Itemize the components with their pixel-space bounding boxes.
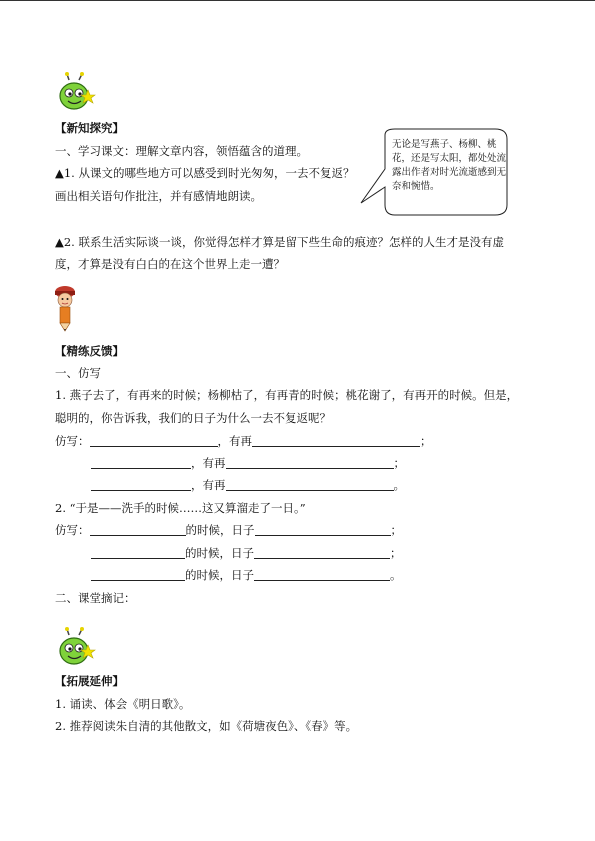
section-header-practice: 【精练反馈】 bbox=[55, 344, 124, 358]
top-rule bbox=[0, 0, 595, 1]
fill-blank[interactable] bbox=[91, 478, 191, 491]
fill-blank[interactable] bbox=[226, 456, 394, 469]
fill-blank[interactable] bbox=[91, 456, 191, 469]
pencil-character-icon bbox=[52, 283, 78, 333]
paragraph-1-line-2: 聪明的，你告诉我，我们的日子为什么一去不复返呢？ bbox=[55, 411, 331, 425]
punctuation: ； bbox=[390, 546, 402, 560]
punctuation: ； bbox=[420, 434, 432, 448]
punctuation: 。 bbox=[390, 568, 402, 582]
punctuation: ； bbox=[393, 456, 405, 470]
imitation-label: 仿写： bbox=[55, 434, 90, 448]
punctuation: ； bbox=[390, 523, 402, 537]
fill-blank[interactable] bbox=[254, 546, 390, 559]
section-header-extension: 【拓展延伸】 bbox=[55, 674, 124, 688]
study-text-line: 一、学习课文：理解文章内容，领悟蕴含的道理。 bbox=[55, 144, 308, 158]
fill-blank[interactable] bbox=[254, 568, 390, 581]
subsection-class-notes: 二、课堂摘记： bbox=[55, 591, 136, 605]
fill-blank[interactable] bbox=[255, 523, 391, 536]
extension-item-2: 2. 推荐阅读朱自清的其他散文，如《荷塘夜色》、《春》等。 bbox=[55, 719, 358, 733]
extension-item-1: 1. 诵读、体会《明日歌》。 bbox=[55, 697, 191, 711]
cartoon-mascot-icon bbox=[55, 627, 97, 667]
question-1-line-2: 画出相关语句作批注，并有感情地朗读。 bbox=[55, 189, 262, 203]
cartoon-mascot-icon bbox=[55, 72, 97, 112]
connector-text: 的时候，日子 bbox=[185, 546, 254, 560]
imitation-row-3 bbox=[91, 477, 405, 493]
connector-text: ，有再 bbox=[217, 434, 252, 448]
fill-blank[interactable] bbox=[226, 478, 394, 491]
punctuation: 。 bbox=[393, 478, 405, 492]
fill-blank[interactable] bbox=[252, 434, 420, 447]
connector-text: ，有再 bbox=[191, 456, 226, 470]
question-2-line-1: ▲2. 联系生活实际谈一谈，你觉得怎样才算是留下些生命的痕迹？怎样的人生才是没有虚 bbox=[55, 235, 504, 249]
connector-text: 的时候，日子 bbox=[185, 523, 255, 537]
connector-text: ，有再 bbox=[191, 478, 226, 492]
question-2-line-2: 度，才算是没有白白的在这个世界上走一遭？ bbox=[55, 257, 285, 271]
fill-blank[interactable] bbox=[90, 434, 218, 447]
imitation-row-6 bbox=[91, 567, 402, 583]
paragraph-1-line-1: 1. 燕子去了，有再来的时候；杨柳枯了，有再青的时候；桃花谢了，有再开的时候。但是， bbox=[55, 388, 519, 402]
imitation-row-5 bbox=[91, 545, 402, 561]
speech-bubble-text: 无论是写燕子、杨柳、桃花，还是写太阳，都处处流露出作者对时光流逝感到无奈和惋惜。 bbox=[392, 139, 507, 192]
connector-text: 的时候，日子 bbox=[185, 568, 254, 582]
fill-blank[interactable] bbox=[90, 523, 186, 536]
subsection-imitation: 一、仿写 bbox=[55, 366, 101, 380]
fill-blank[interactable] bbox=[91, 546, 185, 559]
question-1-line-1: ▲1. 从课文的哪些地方可以感受到时光匆匆，一去不复返？ bbox=[55, 166, 355, 180]
section-header-new-knowledge: 【新知探究】 bbox=[55, 121, 124, 135]
paragraph-2: 2. “于是——洗手的时候……这又算溜走了一日。” bbox=[55, 501, 306, 515]
fill-blank[interactable] bbox=[91, 568, 185, 581]
imitation-row-2 bbox=[91, 455, 405, 471]
imitation-row-4 bbox=[55, 522, 402, 538]
imitation-label: 仿写： bbox=[55, 523, 90, 537]
imitation-row-1 bbox=[55, 433, 432, 449]
